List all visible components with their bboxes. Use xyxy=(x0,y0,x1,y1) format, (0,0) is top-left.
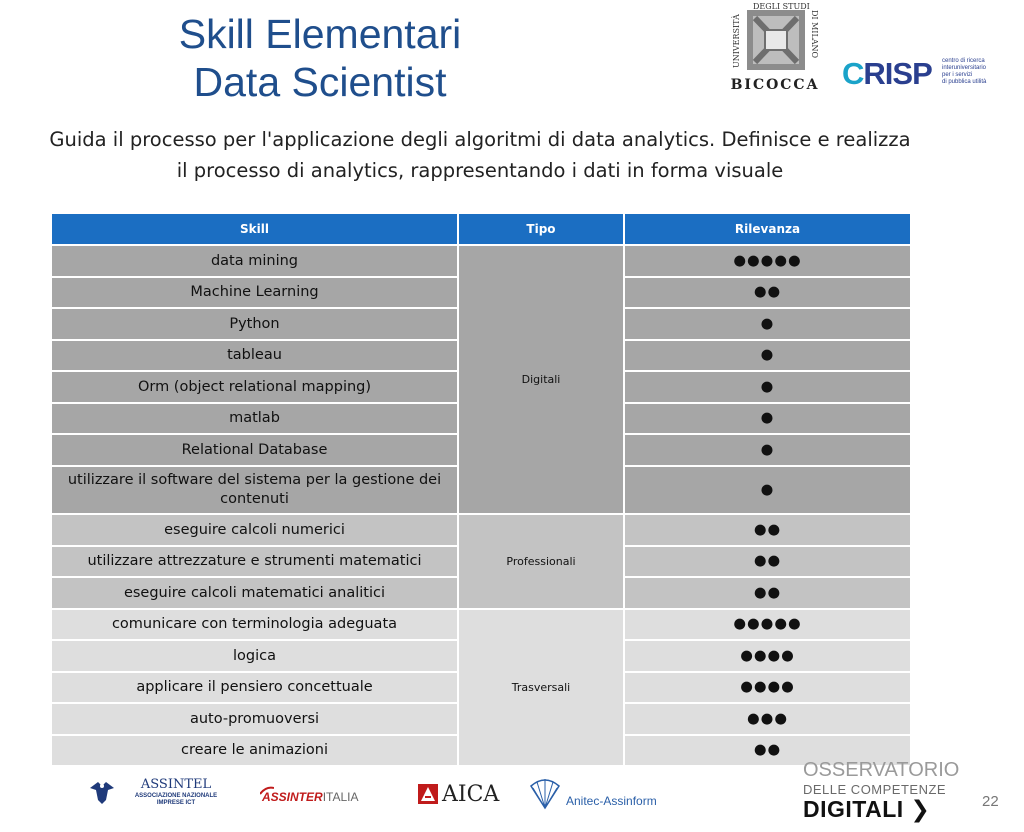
assintel-sub-2: IMPRESE ICT xyxy=(156,800,196,806)
assinter-bold: ASSINTER xyxy=(262,790,323,804)
crisp-tagline-4: di pubblica utilità xyxy=(942,79,987,85)
skill-cell: eseguire calcoli numerici xyxy=(51,514,458,546)
footer xyxy=(0,760,1024,832)
anitec-name: Anitec-Assinform xyxy=(566,794,657,808)
unimib-arc-left: UNIVERSITÀ xyxy=(732,14,741,68)
osservatorio-line-1: OSSERVATORIO xyxy=(803,759,960,781)
skill-cell: comunicare con terminologia adeguata xyxy=(51,609,458,640)
description-line-1: Guida il processo per l'applicazione degli algoritmi di data analytics. Definisce e realizza xyxy=(49,128,911,151)
page-number: 22 xyxy=(982,793,999,810)
rilevanza-cell: ● xyxy=(624,308,911,340)
assinter-logo xyxy=(262,790,358,804)
rilevanza-cell: ●●●●● xyxy=(624,245,911,277)
unimib-arc-top: DEGLI STUDI xyxy=(753,2,810,11)
skill-cell: applicare il pensiero concettuale xyxy=(51,672,458,703)
header-tipo: Tipo xyxy=(458,213,624,245)
table-row xyxy=(51,514,911,546)
rilevanza-cell: ● xyxy=(624,434,911,466)
assintel-sub-1: ASSOCIAZIONE NAZIONALE xyxy=(134,793,218,799)
crisp-tagline-2: interuniversitario xyxy=(942,65,987,71)
aica-logo xyxy=(418,782,500,809)
unimib-logo xyxy=(727,2,823,94)
rilevanza-cell: ●●● xyxy=(624,703,911,735)
skill-cell: Relational Database xyxy=(51,434,458,466)
unimib-arc-right: DI MILANO xyxy=(810,10,819,59)
crisp-logo xyxy=(842,52,1012,98)
rilevanza-cell: ● xyxy=(624,371,911,403)
crisp-tagline xyxy=(942,58,1012,86)
crisp-tagline-3: per i servizi xyxy=(942,72,973,78)
skill-cell: creare le animazioni xyxy=(51,735,458,766)
page-title xyxy=(130,10,510,106)
rilevanza-cell: ● xyxy=(624,466,911,514)
role-description xyxy=(20,124,940,186)
anitec-shell-icon xyxy=(528,776,562,810)
rilevanza-cell: ●● xyxy=(624,546,911,577)
title-line-2: Data Scientist xyxy=(193,59,447,105)
skill-cell: data mining xyxy=(51,245,458,277)
rilevanza-cell: ●●●● xyxy=(624,640,911,672)
assintel-eagle-icon xyxy=(90,782,114,804)
unimib-name: BICOCCA xyxy=(730,77,820,93)
assinter-swoosh-icon xyxy=(260,786,274,796)
skill-cell: Python xyxy=(51,308,458,340)
header-skill: Skill xyxy=(51,213,458,245)
skill-cell: utilizzare il software del sistema per la gestione dei contenuti xyxy=(51,466,458,514)
rilevanza-cell: ● xyxy=(624,403,911,434)
header-rilevanza: Rilevanza xyxy=(624,213,911,245)
table-header-row xyxy=(51,213,911,245)
rilevanza-cell: ●●●● xyxy=(624,672,911,703)
rilevanza-cell: ●● xyxy=(624,277,911,308)
aica-mark-icon xyxy=(418,784,438,804)
skill-cell: matlab xyxy=(51,403,458,434)
assintel-name: ASSINTEL xyxy=(140,777,212,792)
tipo-cell-professionali: Professionali xyxy=(458,514,624,609)
rilevanza-cell: ●● xyxy=(624,735,911,766)
description-line-2: il processo di analytics, rappresentando i dati in forma visuale xyxy=(176,159,784,182)
crisp-tagline-1: centro di ricerca xyxy=(942,58,985,64)
skills-table xyxy=(50,212,912,767)
tipo-cell-trasversali: Trasversali xyxy=(458,609,624,766)
title-line-1: Skill Elementari xyxy=(178,11,462,57)
skill-cell: tableau xyxy=(51,340,458,371)
rilevanza-cell: ● xyxy=(624,340,911,371)
skill-cell: utilizzare attrezzature e strumenti matematici xyxy=(51,546,458,577)
rilevanza-cell: ●● xyxy=(624,514,911,546)
rilevanza-cell: ●●●●● xyxy=(624,609,911,640)
osservatorio-line-3: DIGITALI ❯ xyxy=(803,796,931,822)
assintel-logo xyxy=(88,774,248,810)
crisp-wordmark: CRISP xyxy=(842,56,932,91)
assinter-light: ITALIA xyxy=(322,790,359,804)
aica-name: AICA xyxy=(442,782,500,807)
tipo-cell-digitali: Digitali xyxy=(458,245,624,514)
skill-cell: auto-promuoversi xyxy=(51,703,458,735)
skill-cell: Orm (object relational mapping) xyxy=(51,371,458,403)
osservatorio-line-2: DELLE COMPETENZE xyxy=(803,782,947,797)
skill-cell: logica xyxy=(51,640,458,672)
table-row xyxy=(51,609,911,640)
skill-cell: eseguire calcoli matematici analitici xyxy=(51,577,458,609)
table-row xyxy=(51,245,911,277)
skill-cell: Machine Learning xyxy=(51,277,458,308)
anitec-logo xyxy=(528,776,668,812)
rilevanza-cell: ●● xyxy=(624,577,911,609)
